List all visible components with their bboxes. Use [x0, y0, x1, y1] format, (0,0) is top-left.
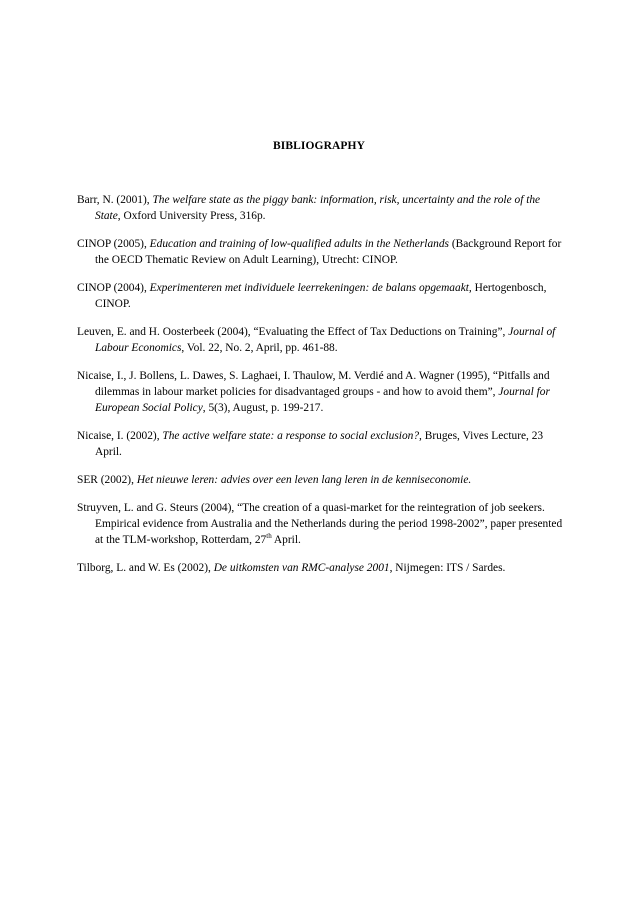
reference-title: Education and training of low-qualified adults in the Netherlands — [149, 238, 449, 250]
reference-text: SER (2002), — [77, 474, 137, 486]
reference-title: Journal of Labour Economics — [95, 326, 556, 354]
reference-text: Nicaise, I. (2002), — [77, 430, 163, 442]
reference-title: Experimenteren met individuele leerrekeningen: de balans opgemaakt, — [149, 282, 472, 294]
reference-text: CINOP (2004), — [77, 282, 150, 294]
reference-title: De uitkomsten van RMC-analyse 2001 — [213, 562, 390, 574]
reference-text: Nicaise, I., J. Bollens, L. Dawes, S. Laghaei, I. Thaulow, M. Verdié and A. Wagner (1995), “Pitfalls and dilemmas in labour market policies for disadvantaged groups - and how to avoid them”, — [77, 370, 550, 398]
reference-text: Bruges, Vives Lecture, 23 April. — [95, 430, 544, 458]
reference-text: Struyven, L. and G. Steurs (2004), “The creation of a quasi-market for the reintegration of job seekers. Empirical evidence from Australia and the Netherlands during the period 1998-2002”, paper presented at the TLM-workshop, Rotterdam, 27 — [77, 502, 563, 546]
reference-tilborg-2002 — [77, 560, 567, 576]
reference-title: The active welfare state: a response to social exclusion?, — [162, 430, 422, 442]
reference-list — [77, 192, 567, 588]
reference-text: Hertogenbosch, CINOP. — [95, 282, 547, 310]
reference-leuven-2004 — [77, 324, 567, 356]
ordinal-suffix: th — [266, 532, 272, 541]
reference-nicaise-1995 — [77, 368, 567, 416]
reference-text: Tilborg, L. and W. Es (2002), — [77, 562, 214, 574]
reference-text: Barr, N. (2001), — [77, 194, 153, 206]
reference-nicaise-2002 — [77, 428, 567, 460]
reference-struyven-2004 — [77, 500, 567, 548]
reference-ser-2002 — [77, 472, 567, 488]
reference-barr-2001 — [77, 192, 567, 224]
reference-text: April. — [271, 534, 301, 546]
reference-cinop-2005 — [77, 236, 567, 268]
reference-text: , Nijmegen: ITS / Sardes. — [389, 562, 506, 574]
reference-text: , Vol. 22, No. 2, April, pp. 461-88. — [181, 342, 338, 354]
reference-title: Het nieuwe leren: advies over een leven lang leren in de kenniseconomie. — [136, 474, 472, 486]
reference-text: , Oxford University Press, 316p. — [117, 210, 266, 222]
reference-title: The welfare state as the piggy bank: information, risk, uncertainty and the role of the State — [95, 194, 541, 222]
reference-text: , 5(3), August, p. 199-217. — [202, 402, 324, 414]
reference-text: Leuven, E. and H. Oosterbeek (2004), “Evaluating the Effect of Tax Deductions on Training”, — [77, 326, 509, 338]
page-title: BIBLIOGRAPHY — [273, 140, 365, 152]
reference-text: (Background Report for the OECD Thematic Review on Adult Learning), Utrecht: CINOP. — [95, 238, 562, 266]
reference-text: CINOP (2005), — [77, 238, 150, 250]
reference-cinop-2004 — [77, 280, 567, 312]
reference-title: Journal for European Social Policy — [95, 386, 550, 414]
